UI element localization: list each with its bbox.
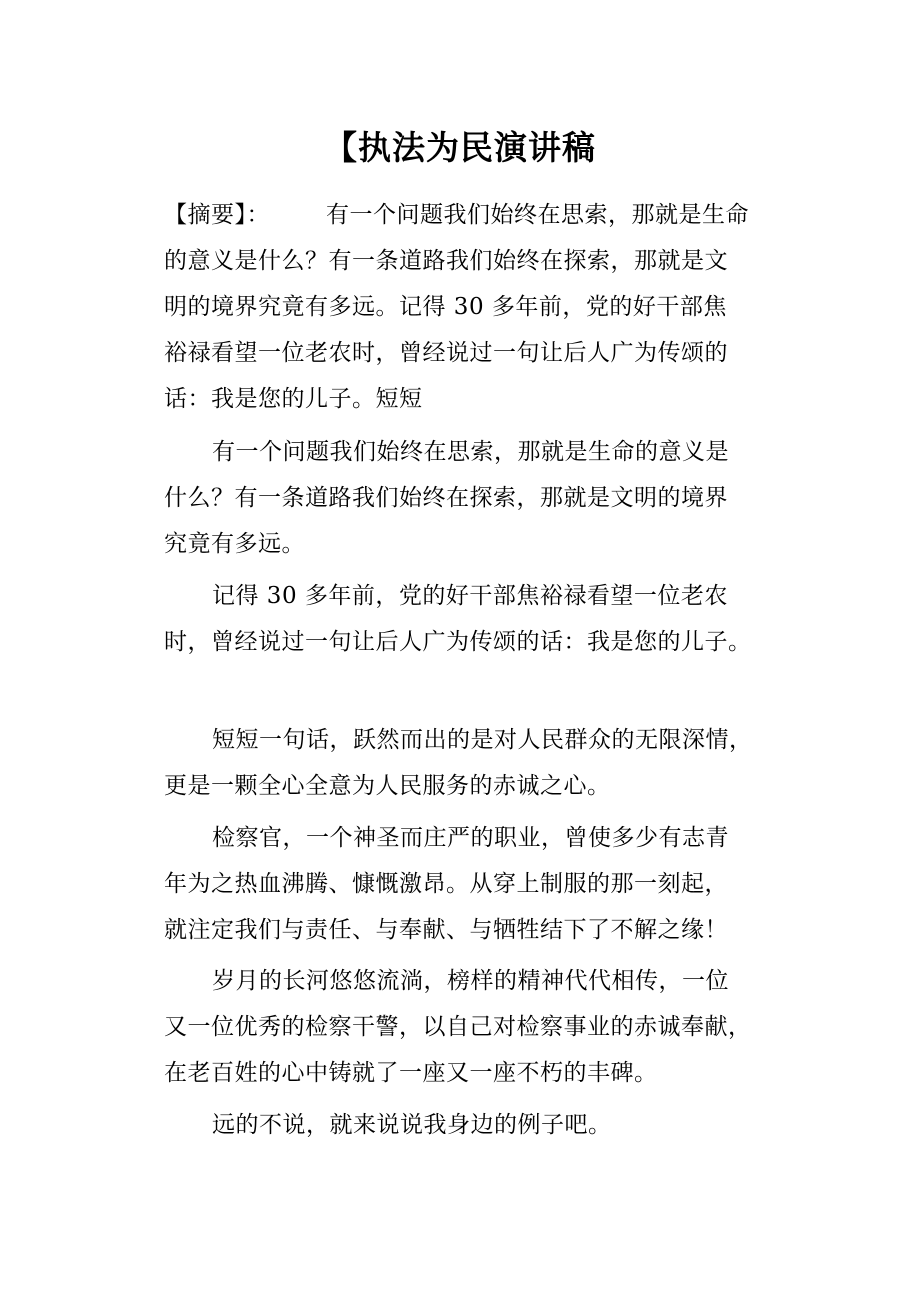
paragraph-line: 就注定我们与责任、与奉献、与牺牲结下了不解之缘！ xyxy=(164,917,728,943)
abstract-line: 裕禄看望一位老农时，曾经说过一句让后人广为传颂的 xyxy=(164,340,728,366)
paragraph-line: 时，曾经说过一句让后人广为传颂的话：我是您的儿子。 xyxy=(164,629,752,655)
paragraph-line: 究竟有多远。 xyxy=(164,531,305,557)
abstract-label: 【摘要】： xyxy=(164,202,270,228)
abstract-text: 有一个问题我们始终在思索，那就是生命 xyxy=(326,202,749,228)
paragraph-1 xyxy=(164,429,774,567)
abstract-block xyxy=(164,192,774,422)
abstract-line: 明的境界究竟有多远。记得 30 多年前，党的好干部焦 xyxy=(164,294,727,320)
paragraph-6 xyxy=(164,1102,774,1148)
abstract-line xyxy=(164,192,774,238)
paragraph-line: 什么？有一条道路我们始终在探索，那就是文明的境界 xyxy=(164,485,728,511)
paragraph-line: 在老百姓的心中铸就了一座又一座不朽的丰碑。 xyxy=(164,1060,658,1086)
paragraph-5 xyxy=(164,958,774,1096)
paragraph-4 xyxy=(164,815,774,953)
paragraph-line: 远的不说，就来说说我身边的例子吧。 xyxy=(212,1112,612,1138)
paragraph-line: 记得 30 多年前，党的好干部焦裕禄看望一位老农 xyxy=(212,583,728,609)
document-title: 【执法为民演讲稿 xyxy=(324,128,596,167)
paragraph-line: 年为之热血沸腾、慷慨激昂。从穿上制服的那一刻起， xyxy=(164,871,728,897)
paragraph-3 xyxy=(164,717,774,809)
paragraph-line: 检察官，一个神圣而庄严的职业，曾使多少有志青 xyxy=(212,825,729,851)
paragraph-line: 更是一颗全心全意为人民服务的赤诚之心。 xyxy=(164,773,611,799)
abstract-line: 的意义是什么？有一条道路我们始终在探索，那就是文 xyxy=(164,248,728,274)
paragraph-2 xyxy=(164,573,774,665)
paragraph-line: 有一个问题我们始终在思索，那就是生命的意义是 xyxy=(212,439,729,465)
paragraph-line: 又一位优秀的检察干警，以自己对检察事业的赤诚奉献， xyxy=(164,1014,752,1040)
paragraph-line: 短短一句话，跃然而出的是对人民群众的无限深情， xyxy=(212,727,753,753)
paragraph-line: 岁月的长河悠悠流淌，榜样的精神代代相传，一位 xyxy=(212,968,729,994)
abstract-line: 话：我是您的儿子。短短 xyxy=(164,386,423,412)
